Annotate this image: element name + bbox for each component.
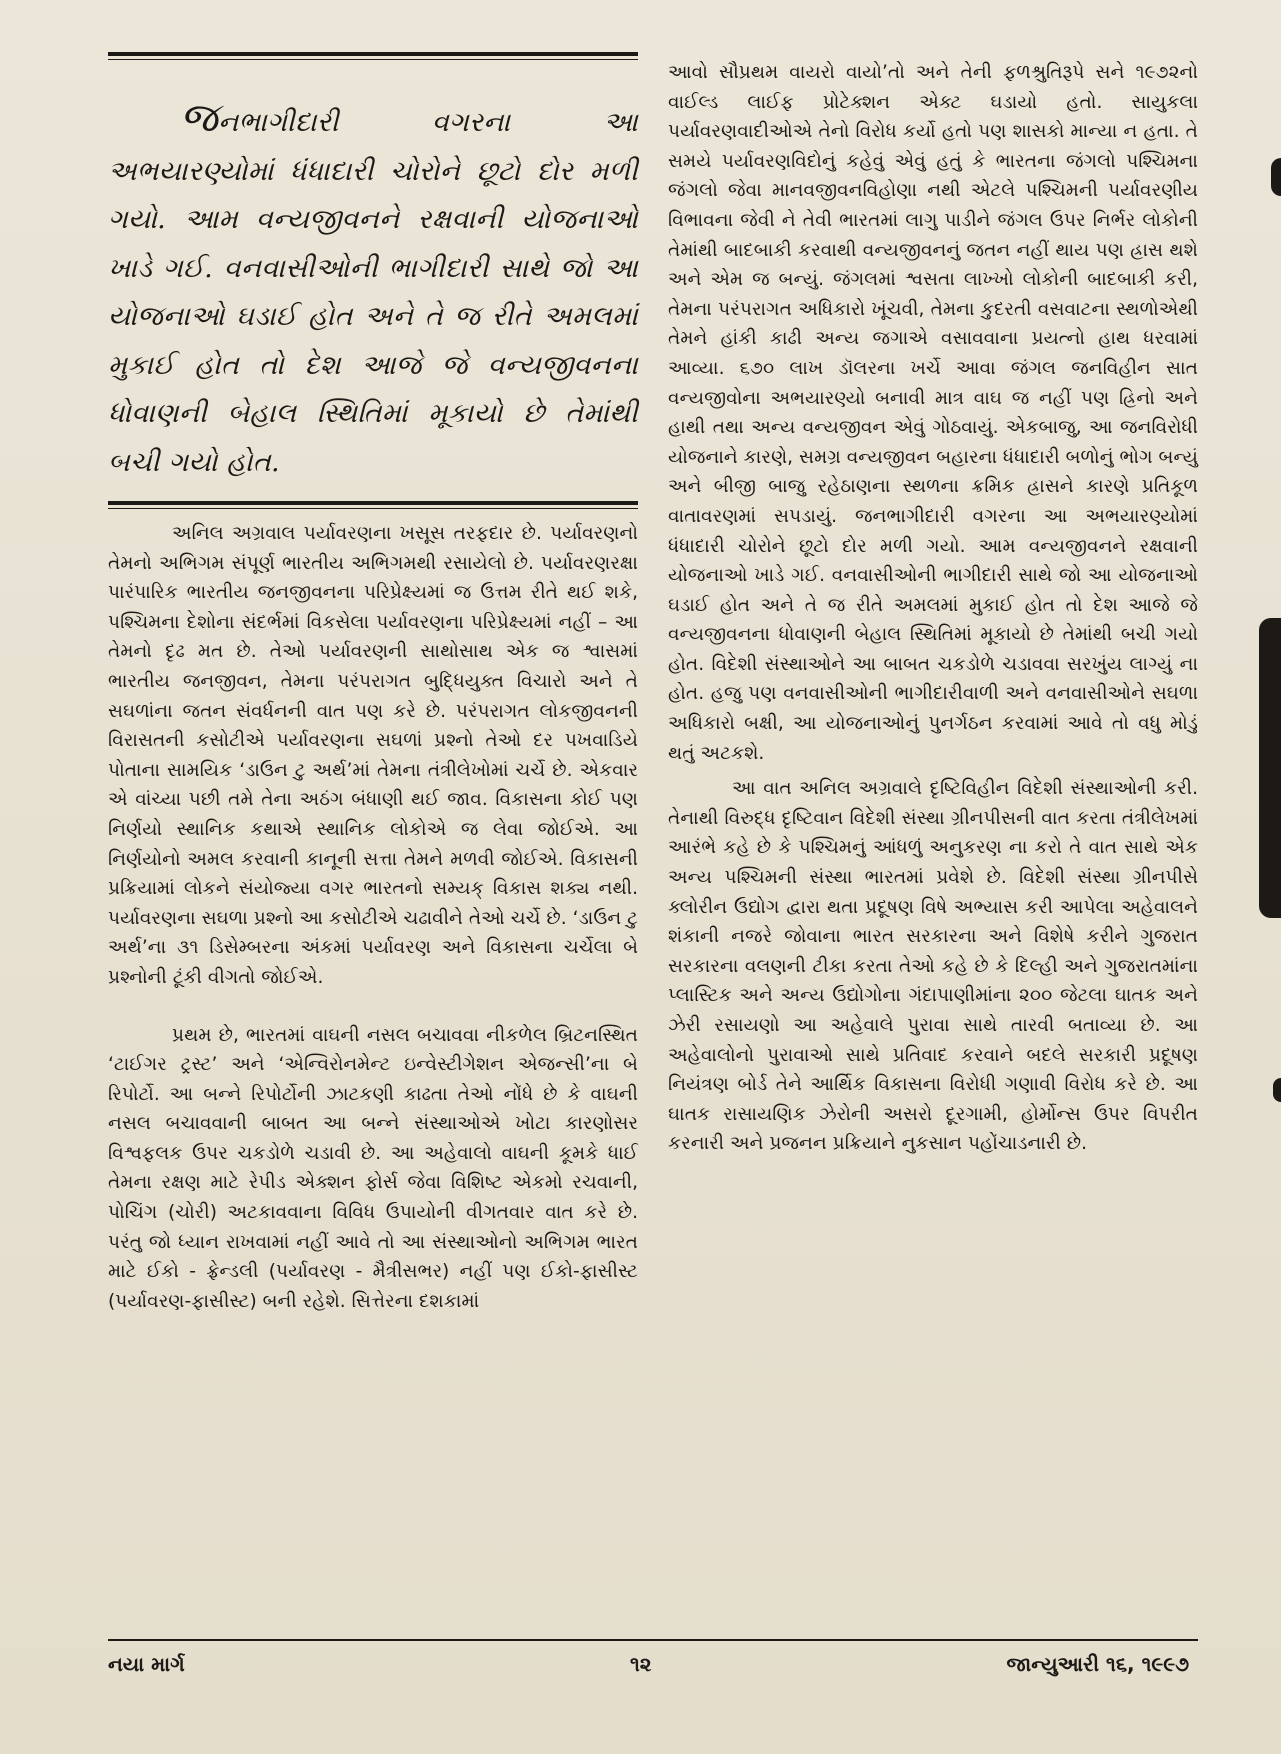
- right-body: [668, 58, 1198, 1159]
- pullquote-top-rule-thin: [108, 59, 638, 60]
- pullquote-bottom-rule-thin: [108, 508, 638, 509]
- left-paragraph-2: પ્રથમ છે, ભારતમાં વાઘની નસલ બચાવવા નીકળેલ બ્રિટનસ્થિત ‘ટાઈગર ટ્રસ્ટ’ અને ‘એન્વિરોનમેન્ટ ઇન્વેસ્ટીગેશન એજન્સી’ના બે રિપોર્ટો. આ બન્ને રિપોર્ટોની ઝાટકણી કાઢતા તેઓ નોંધે છે કે વાઘની નસલ બચાવવાની બાબત આ બન્ને સંસ્થાઓએ ખોટા કારણોસર વિશ્વફલક ઉપર ચકડોળે ચડાવી છે. આ અહેવાલો વાઘની કૂમકે ધાઈ તેમના રક્ષણ માટે રેપીડ એક્શન ફોર્સ જેવા વિશિષ્ટ એકમો રચવાની, પોચિંગ (ચોરી) અટકાવવાના વિવિધ ઉપાયોની વીગતવાર વાત કરે છે. પરંતુ જો ધ્યાન રાખવામાં નહીં આવે તો આ સંસ્થાઓનો અભિગમ ભારત માટે ઈકો - ફ્રેન્ડલી (પર્યાવરણ - મૈત્રીસભર) નહીં પણ ઈકો-ફાસીસ્ટ (પર્યાવરણ-ફાસીસ્ટ) બની રહેશે. સિત્તેરના દશકામાં: [108, 1024, 638, 1312]
- pullquote-bottom-rule: [108, 501, 638, 505]
- pullquote-top-rule: [108, 52, 638, 56]
- footer-page-number: ૧૨: [630, 1652, 652, 1676]
- pullquote-dropcap: જ: [180, 95, 219, 141]
- right-column: [668, 58, 1198, 1159]
- page-edge-tear-lower: [1273, 1078, 1281, 1102]
- footer-publication: નયા માર્ગ: [108, 1652, 185, 1676]
- left-paragraph-1: અનિલ અગ્રવાલ પર્યાવરણના ખસૂસ તરફદાર છે. પર્યાવરણનો તેમનો અભિગમ સંપૂર્ણ ભારતીય અભિગમથી રસાયેલો છે. પર્યાવરણરક્ષા પારંપારિક ભારતીય જનજીવનના પરિપ્રેક્ષ્યમાં જ ઉત્તમ રીતે થઈ શકે, પશ્ચિમના દેશોના સંદર્ભમાં વિકસેલા પર્યાવરણના પરિપ્રેક્ષ્યમાં નહીં – આ તેમનો દૃઢ મત છે. તેઓ પર્યાવરણની સાથોસાથ એક જ શ્વાસમાં ભારતીય જનજીવન, તેમના પરંપરાગત બુદ્ધિયુક્ત વિચારો અને તે સઘળાંના જતન સંવર્ધનની વાત પણ કરે છે. પરંપરાગત લોકજીવનની વિરાસતની કસોટીએ પર્યાવરણના સઘળાં પ્રશ્નો તેઓ દર પખવાડિયે પોતાના સામયિક ‘ડાઉન ટુ અર્થ’માં તેમના તંત્રીલેખોમાં ચર્ચે છે. એકવાર એ વાંચ્યા પછી તમે તેના અઠંગ બંધાણી થઈ જાવ. વિકાસના કોઈ પણ નિર્ણયો સ્થાનિક કથાએ સ્થાનિક લોકોએ જ લેવા જોઈએ. આ નિર્ણયોનો અમલ કરવાની કાનૂની સત્તા તેમને મળવી જોઈએ. વિકાસની પ્રક્રિયામાં લોકને સંયોજ્યા વગર ભારતનો સમ્યક્ વિકાસ શક્ય નથી. પર્યાવરણના સઘળા પ્રશ્નો આ કસોટીએ ચઢાવીને તેઓ ચર્ચે છે. ‘ડાઉન ટુ અર્થ’ના ૩૧ ડિસેમ્બરના અંકમાં પર્યાવરણ અને વિકાસના ચર્ચેલા બે પ્રશ્નોની ટૂંકી વીગતો જોઈએ.: [108, 523, 638, 988]
- pullquote-text: નભાગીદારી વગરના આ અભયારણ્યોમાં ધંધાદારી ચોરોને છૂટો દોર મળી ગયો. આમ વન્યજીવનને રક્ષવાની યોજનાઓ ખાડે ગઈ. વનવાસીઓની ભાગીદારી સાથે જો આ યોજનાઓ ઘડાઈ હોત અને તે જ રીતે અમલમાં મુકાઈ હોત તો દેશ આજે જે વન્યજીવનના ધોવાણની બેહાલ સ્થિતિમાં મૂકાયો છે તેમાંથી બચી ગયો હોત.: [108, 107, 638, 478]
- left-column: [108, 52, 638, 1316]
- page-edge-tear-upper: [1271, 158, 1281, 196]
- right-paragraph-1: આવો સૌપ્રથમ વાયરો વાયો’તો અને તેની ફળશ્રુતિરૂપે સને ૧૯૭૨નો વાઈલ્ડ લાઈફ પ્રોટેક્શન એક્ટ ઘડાયો હતો. સાયુકલા પર્યાવરણવાદીઓએ તેનો વિરોધ કર્યો હતો પણ શાસકો માન્યા ન હતા. તે સમયે પર્યાવરણવિદોનું કહેવું એવું હતું કે ભારતના જંગલો પશ્ચિમના જંગલો જેવા માનવજીવનવિહોણા નથી એટલે પશ્ચિમની પર્યાવરણીય વિભાવના જેવી ને તેવી ભારતમાં લાગુ પાડીને જંગલ ઉપર નિર્ભર લોકોની તેમાંથી બાદબાકી કરવાથી વન્યજીવનનું જતન નહીં થાય પણ હ્રાસ થશે અને એમ જ બન્યું. જંગલમાં શ્વસતા લાખ્ખો લોકોની બાદબાકી કરી, તેમના પરંપરાગત અધિકારો ખૂંચવી, તેમના કુદરતી વસવાટના સ્થળોએથી તેમને હાંકી કાઢી અન્ય જગાએ વસાવવાના પ્રયત્નો હાથ ધરવામાં આવ્યા. ૬૭૦ લાખ ડૉલરના ખર્ચે આવા જંગલ જનવિહીન સાત વન્યજીવોના અભયારણ્યો બનાવી માત્ર વાઘ જ નહીં પણ હ્રિનો અને હાથી તથા અન્ય વન્યજીવન એવું ગોઠવાયું. એકબાજુ, આ જનવિરોધી યોજનાને કારણે, સમગ્ર વન્યજીવન બહારના ધંધાદારી બળોનું ભોગ બન્યું અને બીજી બાજુ રહેઠાણના સ્થળના ક્રમિક હ્રાસને કારણે પ્રતિકૂળ વાતાવરણમાં સપડાયું. જનભાગીદારી વગરના આ અભયારણ્યોમાં ધંધાદારી ચોરોને છૂટો દોર મળી ગયો. આમ વન્યજીવનને રક્ષવાની યોજનાઓ ખાડે ગઈ. વનવાસીઓની ભાગીદારી સાથે જો આ યોજનાઓ ઘડાઈ હોત અને તે જ રીતે અમલમાં મુકાઈ હોત તો દેશ આજે જે વન્યજીવનના ધોવાણની બેહાલ સ્થિતિમાં મૂકાયો છે તેમાંથી બચી ગયો હોત. વિદેશી સંસ્થાઓને આ બાબત ચકડોળે ચડાવવા સરખુંય લાગ્યું ના હોત. હજુ પણ વનવાસીઓની ભાગીદારીવાળી અને વનવાસીઓને સઘળા અધિકારો બક્ષી, આ યોજનાઓનું પુનર્ગઠન કરવામાં આવે તો વધુ મોડું થતું અટકશે.: [668, 62, 1199, 764]
- footer-date: જાન્યુઆરી ૧૬, ૧૯૯૭: [1006, 1652, 1189, 1676]
- footer-rule: [108, 1639, 1198, 1641]
- page-edge-tear-middle: [1259, 618, 1281, 918]
- left-body: [108, 519, 638, 1316]
- paragraph-gap: [108, 993, 638, 1021]
- right-paragraph-2: આ વાત અનિલ અગ્રવાલે દૃષ્ટિવિહીન વિદેશી સંસ્થાઓની કરી. તેનાથી વિરુદ્ધ દૃષ્ટિવાન વિદેશી સંસ્થા ગ્રીનપીસની વાત કરતા તંત્રીલેખમાં આરંભે કહે છે કે પશ્ચિમનું આંધળું અનુકરણ ના કરો તે વાત સાથે એક અન્ય પશ્ચિમની સંસ્થા ભારતમાં પ્રવેશે છે. વિદેશી સંસ્થા ગ્રીનપીસે ક્લોરીન ઉદ્યોગ દ્વારા થતા પ્રદૂષણ વિષે અભ્યાસ કરી આપેલા અહેવાલને શંકાની નજરે જોવાના ભારત સરકારના અને વિશેષે કરીને ગુજરાત સરકારના વલણની ટીકા કરતા તેઓ કહે છે કે દિલ્હી અને ગુજરાતમાંના પ્લાસ્ટિક અને અન્ય ઉદ્યોગોના ગંદાપાણીમાંના ૨૦૦ જેટલા ઘાતક અને ઝેરી રસાયણો આ અહેવાલે પુરાવા સાથે તારવી બતાવ્યા છે. આ અહેવાલોનો પુરાવાઓ સાથે પ્રતિવાદ કરવાને બદલે સરકારી પ્રદૂષણ નિયંત્રણ બોર્ડ તેને આર્થિક વિકાસના વિરોધી ગણાવી વિરોધ કરે છે. આ ઘાતક રાસાયણિક ઝેરોની અસરો દૂરગામી, હોર્મોન્સ ઉપર વિપરીત કરનારી અને પ્રજનન પ્રક્રિયાને નુકસાન પહોંચાડનારી છે.: [668, 778, 1198, 1155]
- pullquote: [108, 94, 638, 487]
